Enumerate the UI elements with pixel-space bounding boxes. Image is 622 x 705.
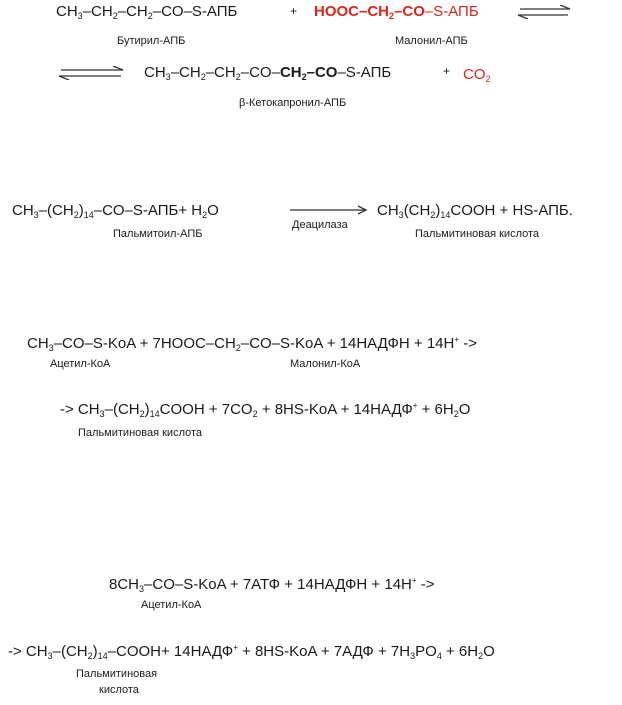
r1-equilibrium-arrow-1 (514, 5, 574, 19)
r1-line1: $CH_3-CH_2-CH_2-CO-S$-АПБ (56, 3, 238, 21)
r4-line2: -> $CH_3-(CH_2)_{14}-COOH+$ 14НАДФ+ + $8HS-KoA + 7АДФ + 7H_3PO_4 + 6H_2O$ (8, 643, 495, 661)
r3-caption-malonyl: Малонил-КоА (290, 358, 361, 370)
r4-caption-palmitic-1: Пальмитиновая (76, 668, 158, 680)
r4-caption-acetyl: Ацетил-КоА (141, 599, 202, 611)
r1-caption-butyryl: Бутирил-АПБ (117, 35, 186, 47)
r1-malonyl: HOOC–$CH_2-CO-S$-АПБ (314, 3, 479, 21)
r2-caption-palmitic: Пальмитиновая кислота (415, 228, 540, 240)
r1-co2: $CO_2$ (463, 66, 491, 84)
r2-arrow (290, 205, 370, 215)
r4-line1: $8CH_3-CO-S$-KoA + 7АТФ + 14НАДФН + 14H+ -> (109, 576, 435, 594)
r2-right: $CH_3(CH_2)_{14}COOH + HS-АПБ$. (377, 202, 573, 220)
r3-line2: -> $CH_3-(CH_2)_{14}COOH + 7CO_2 + 8HS-KoA$ + 14НАДФ+ + $6H_2O$ (60, 401, 471, 419)
r1-line2: $CH_3-CH_2-CH_2-CO-CH_2-CO-S$-АПБ (144, 64, 392, 82)
r3-line1: $CH_3-CO-S$-KoA + $7HOOC-CH_2-CO-S$-KoA + 14НАДФН + 14H+ -> (27, 335, 477, 353)
r4-caption-palmitic-2: кислота (99, 684, 139, 696)
r1-caption-ketocapronyl: β-Кетокапронил-АПБ (239, 97, 347, 109)
r3-caption-palmitic: Пальмитиновая кислота (78, 427, 203, 439)
r1-plus2: + (443, 64, 451, 78)
r1-equilibrium-arrow-2 (55, 66, 127, 80)
r1-plus1: + (290, 4, 298, 18)
r2-caption-palmitoyl: Пальмитоил-АПБ (113, 228, 203, 240)
r2-enzyme-label: Деацилаза (292, 219, 348, 231)
r1-caption-malonyl: Малонил-АПБ (395, 35, 468, 47)
r2-left: $CH_3-(CH_2)_{14}-CO-S-АПБ+ H_2O$ (12, 202, 219, 220)
r3-caption-acetyl: Ацетил-КоА (50, 358, 111, 370)
